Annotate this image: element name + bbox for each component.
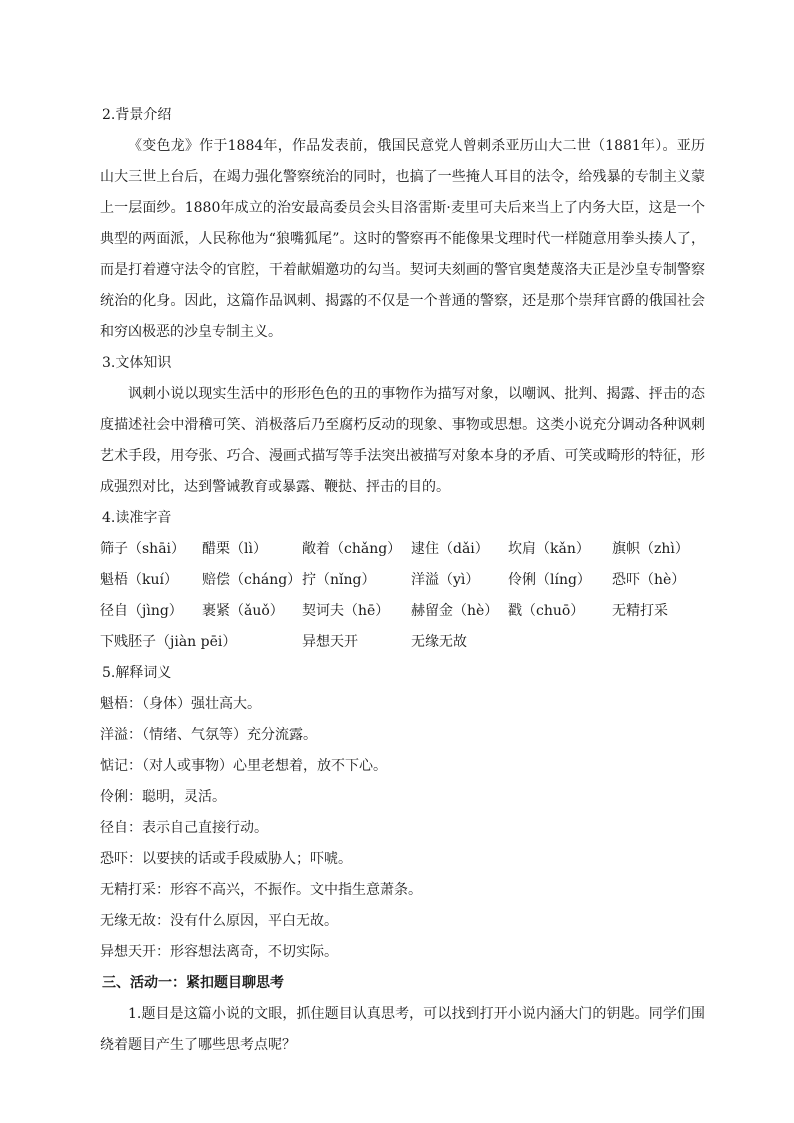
- section-heading-background: 2.背景介绍: [102, 107, 172, 123]
- word-item: 无精打采: [612, 603, 668, 619]
- word-item: 旗帜（zhì）: [612, 541, 689, 557]
- section-heading-genre: 3.文体知识: [102, 355, 172, 371]
- section-heading-activity: 三、活动一：紧扣题目聊思考: [102, 975, 284, 991]
- activity-question: 1.题目是这篇小说的文眼，抓住题目认真思考，可以找到打开小说内涵大门的钥匙。同学们围绕着题目产生了哪些思考点呢？: [100, 1006, 705, 1053]
- word-item: 敞着（chǎng）: [302, 541, 402, 557]
- word-item: 赔偿（cháng）: [202, 572, 302, 588]
- definition-item: 伶俐：聪明，灵活。: [100, 789, 226, 805]
- definition-item: 无缘无故：没有什么原因，平白无故。: [100, 913, 338, 929]
- word-item: 筛子（shāi）: [100, 541, 186, 557]
- definition-item: 恐吓：以要挟的话或手段威胁人；吓唬。: [100, 851, 352, 867]
- word-item: 醋栗（lì）: [202, 541, 267, 557]
- word-item: 戳（chuō）: [508, 603, 585, 619]
- word-item: 裹紧（ǎuǒ）: [202, 603, 284, 619]
- document-content: [100, 100, 705, 1061]
- word-item: 恐吓（hè）: [612, 572, 686, 588]
- word-item: 逮住（dǎi）: [411, 541, 489, 557]
- definition-item: 洋溢：（情绪、气氛等）充分流露。: [100, 727, 317, 743]
- word-item: 异想天开: [302, 634, 358, 650]
- pronunciation-grid: [100, 534, 705, 658]
- word-item: 拧（nǐng）: [302, 572, 376, 588]
- definition-item: 径自：表示自己直接行动。: [100, 820, 268, 836]
- section-heading-vocabulary: 5.解释词义: [102, 665, 172, 681]
- word-item: 伶俐（líng）: [508, 572, 591, 588]
- definition-item: 无精打采：形容不高兴，不振作。文中指生意萧条。: [100, 882, 422, 898]
- word-item: 赫留金（hè）: [411, 603, 499, 619]
- definition-item: 魁梧：（身体）强壮高大。: [100, 696, 261, 712]
- word-item: 坎肩（kǎn）: [508, 541, 590, 557]
- background-paragraph: 《变色龙》作于1884年，作品发表前，俄国民意党人曾刺杀亚历山大二世（1881年）。亚历山大三世上台后，在竭力强化警察统治的同时，也搞了一些掩人耳目的法令，给残暴的专制主义蒙上一层面纱。1880年成立的治安最高委员会头目洛雷斯·麦里可夫后来当上了内务大臣，这是一个典型的两面派，人民称他为“狼嘴狐尾”。这时的警察再不能像果戈理时代一样随意用拳头揍人了，而是打着遵守法令的官腔，干着献媚邀功的勾当。契诃夫刻画的警官奥楚蔑洛夫正是沙皇专制警察统治的化身。因此，这篇作品讽刺、揭露的不仅是一个普通的警察，还是那个崇拜官爵的俄国社会和穷凶极恶的沙皇专制主义。: [100, 138, 705, 340]
- word-item: 魁梧（kuí）: [100, 572, 178, 588]
- section-heading-pronunciation: 4.读准字音: [102, 510, 172, 526]
- word-item: 无缘无故: [411, 634, 467, 650]
- word-item: 下贱胚子（jiàn pēi）: [100, 634, 237, 650]
- word-item: 契诃夫（hē）: [302, 603, 390, 619]
- word-item: 洋溢（yì）: [411, 572, 480, 588]
- word-item: 径自（jìng）: [100, 603, 183, 619]
- definition-item: 异想天开：形容想法离奇，不切实际。: [100, 944, 338, 960]
- definition-item: 惦记：（对人或事物）心里老想着，放不下心。: [100, 758, 387, 774]
- genre-paragraph: 讽刺小说以现实生活中的形形色色的丑的事物作为描写对象，以嘲讽、批判、揭露、抨击的态度描述社会中滑稽可笑、消极落后乃至腐朽反动的现象、事物或思想。这类小说充分调动各种讽刺艺术手段，用夸张、巧合、漫画式描写等手法突出被描写对象本身的矛盾、可笑或畸形的特征，形成强烈对比，达到警诫教育或暴露、鞭挞、抨击的目的。: [100, 386, 705, 495]
